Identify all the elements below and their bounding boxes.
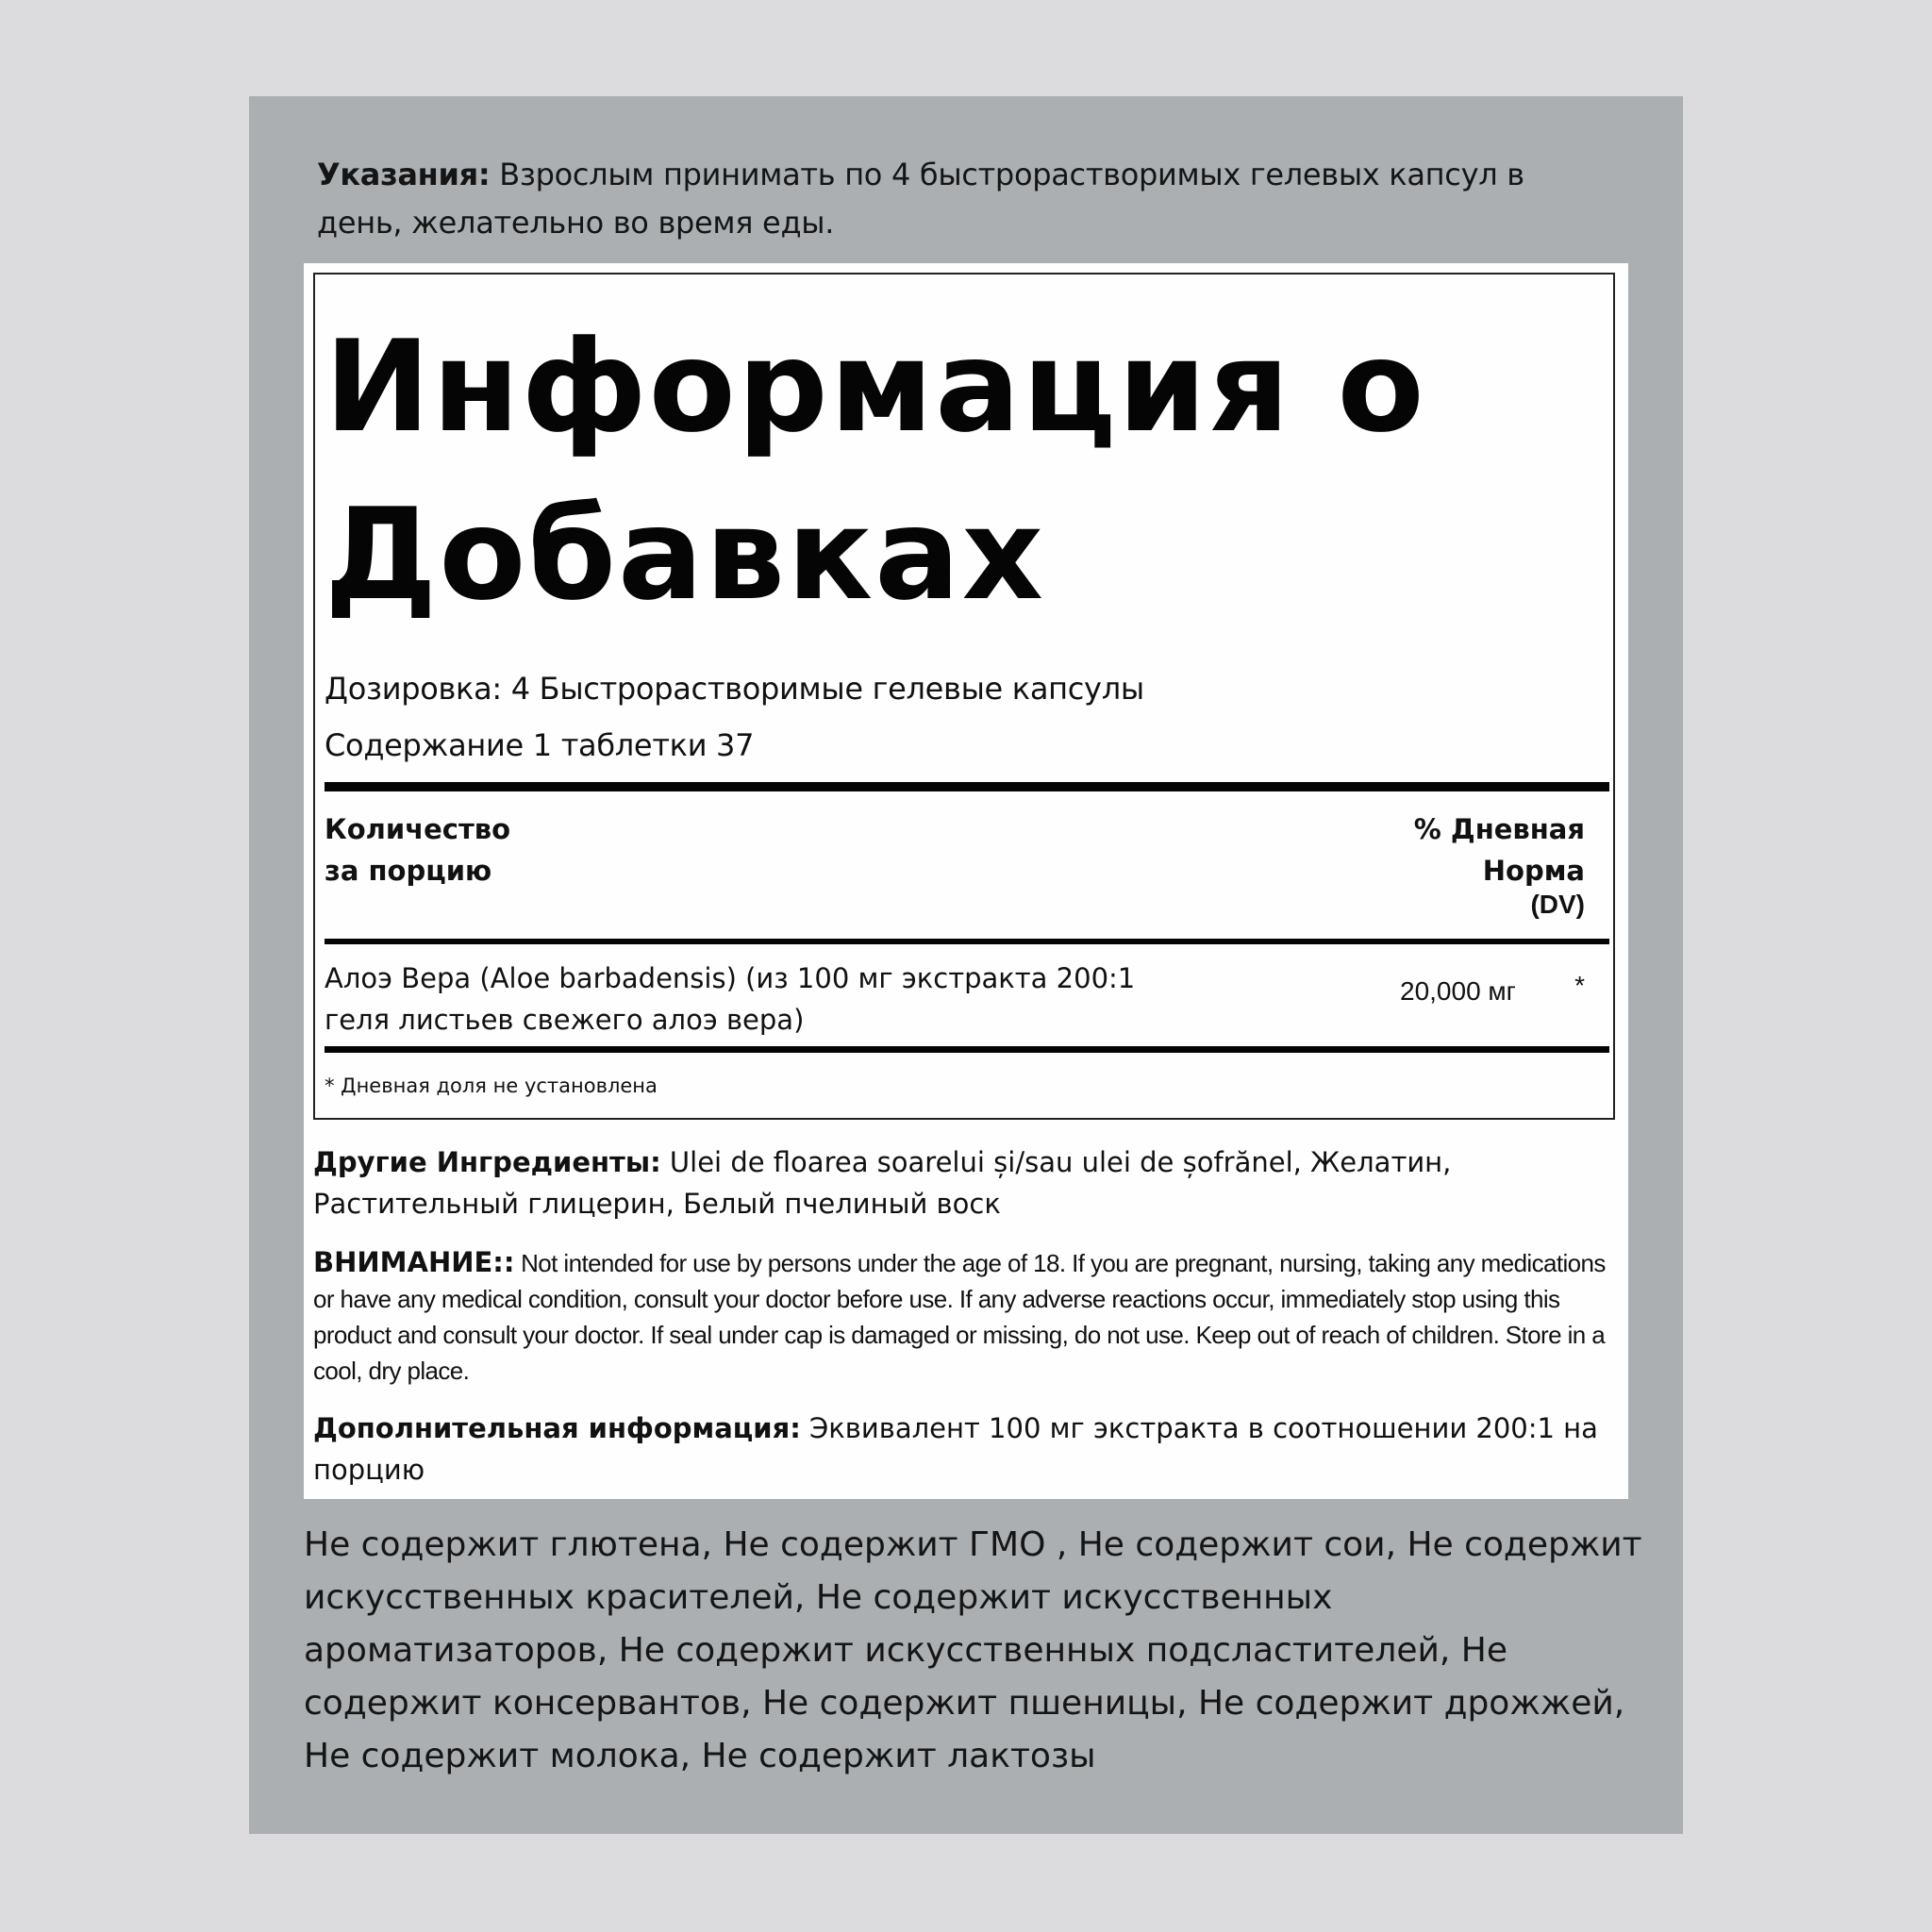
- ingredient-name: Алоэ Вера (Aloe barbadensis) (из 100 мг экстракта 200:1 геля листьев свежего алоэ вера): [325, 962, 1136, 1036]
- footnote: * Дневная доля не установлена: [325, 1074, 658, 1097]
- warning: [313, 1245, 1615, 1389]
- other-ingredients: [313, 1141, 1615, 1224]
- amount-per-serving-header: Количество за порцию: [325, 813, 511, 887]
- additional-info: [313, 1407, 1615, 1491]
- directions: [317, 151, 1581, 247]
- daily-value-header: % Дневная Норма (DV): [1413, 813, 1585, 919]
- ingredient-amount: 20,000 мг: [1400, 976, 1516, 1006]
- supplement-facts-box: [313, 273, 1615, 1120]
- facts-title: Информация о Добавках: [325, 313, 1426, 628]
- ingredient-dv: *: [1574, 971, 1585, 1000]
- free-from-statement: Не содержит глютена, Не содержит ГМО , Не содержит сои, Не содержит искусственных красителей, Не содержит искусственных ароматизаторов, Не содержит искусственных подсластителей, Не содержит консервантов, Не содержит пшеницы, Не содержит дрожжей, Не содержит молока, Не содержит лактозы: [304, 1525, 1642, 1775]
- directions-label: Указания:: [317, 157, 491, 192]
- medium-divider: [325, 939, 1609, 944]
- other-ingredients-text: Ulei de floarea soarelui și/sau ulei de șofrănel, Желатин, Растительный глицерин, Белый пчелиный воск: [313, 1146, 1452, 1220]
- additional-info-label: Дополнительная информация:: [313, 1412, 801, 1444]
- directions-text: Взрослым принимать по 4 быстрорастворимых гелевых капсул в день, желательно во время еды.: [317, 157, 1524, 241]
- warning-text: Not intended for use by persons under the age of 18. If you are pregnant, nursing, taking any medications or have any medical condition, consult your doctor before use. If any adverse reactions occur, immediately stop using this product and consult your doctor. If seal under cap is damaged or missing, do not use. Keep out of reach of children. Store in a cool, dry place.: [313, 1249, 1606, 1385]
- servings-per-container: Содержание 1 таблетки 37: [325, 727, 755, 763]
- medium-divider: [325, 1046, 1609, 1053]
- additional-info-text: Эквивалент 100 мг экстракта в соотношении 200:1 на порцию: [313, 1412, 1598, 1486]
- serving-size: Дозировка: 4 Быстрорастворимые гелевые капсулы: [325, 671, 1144, 707]
- thick-divider: [325, 782, 1609, 791]
- warning-label: ВНИМАНИЕ::: [313, 1246, 515, 1278]
- other-ingredients-label: Другие Ингредиенты:: [313, 1146, 661, 1178]
